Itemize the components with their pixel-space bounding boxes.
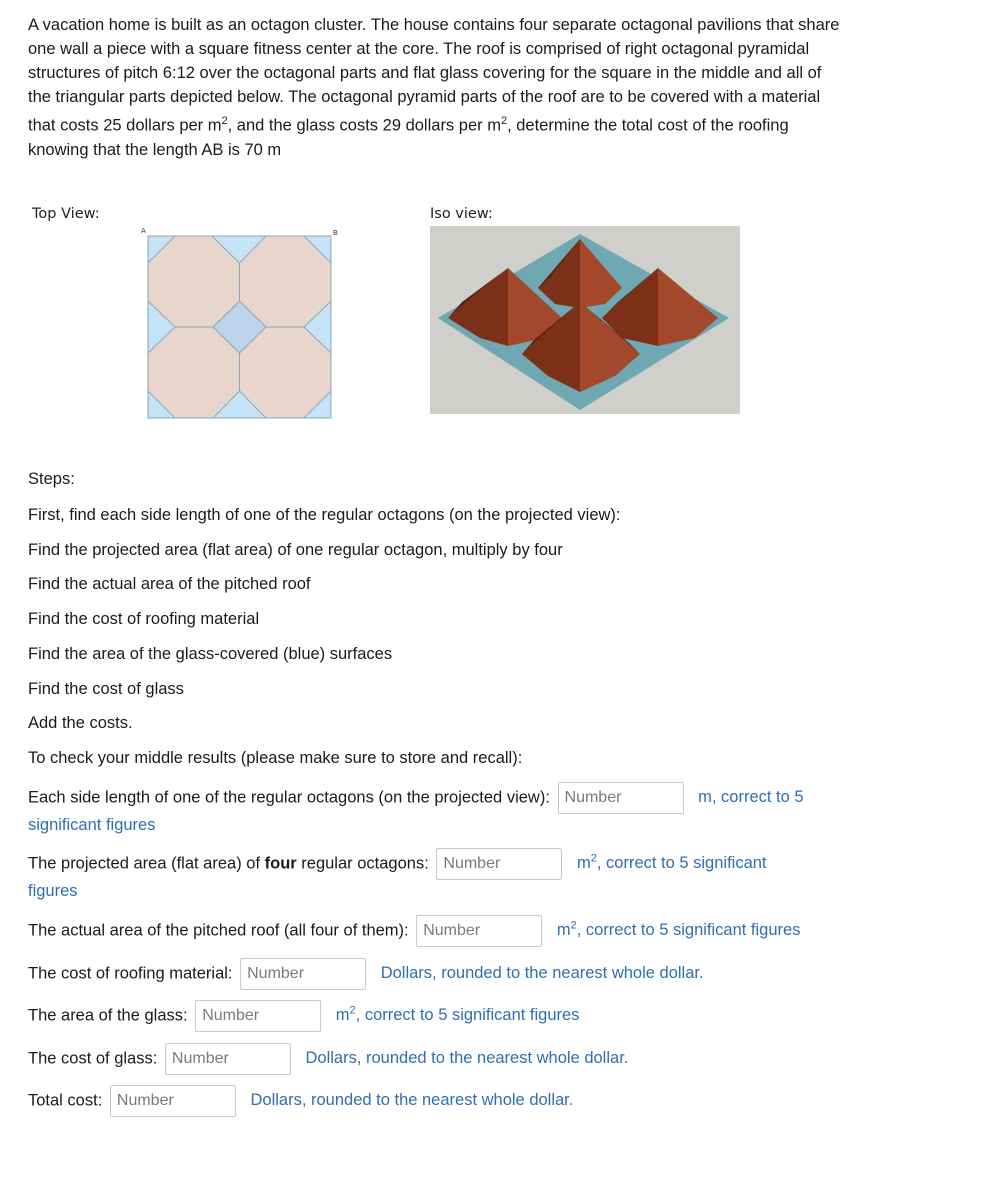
superscript-2: 2 xyxy=(500,115,508,127)
q2-label-bold: four xyxy=(264,854,297,873)
q3-label: The actual area of the pitched roof (all four of them): xyxy=(28,921,409,940)
actual-area-input[interactable] xyxy=(416,915,542,947)
q5-unit xyxy=(336,1006,580,1024)
question-side-length xyxy=(28,782,804,814)
octagon-top-right xyxy=(240,236,332,327)
side-length-input[interactable] xyxy=(558,782,684,814)
octagon-top-left xyxy=(148,236,240,327)
point-a-label: A xyxy=(141,227,146,235)
step-item: Find the actual area of the pitched roof xyxy=(28,575,311,593)
q5-label: The area of the glass: xyxy=(28,1006,188,1025)
q1-unit: m, correct to 5 xyxy=(698,788,804,807)
roofing-cost-input[interactable] xyxy=(240,958,366,990)
superscript-2: 2 xyxy=(570,919,577,932)
q1-label: Each side length of one of the regular octagons (on the projected view): xyxy=(28,788,550,807)
q3-unit-m: m xyxy=(556,921,571,940)
q6-unit: Dollars, rounded to the nearest whole dollar. xyxy=(305,1049,629,1068)
iso-view-label: Iso view: xyxy=(430,206,493,222)
check-intro: To check your middle results (please make sure to store and recall): xyxy=(28,749,523,767)
question-roofing-cost xyxy=(28,958,704,990)
problem-text-3: , determine the total cost of the roofing knowing that the length AB is 70 m xyxy=(28,116,789,159)
glass-cost-input[interactable] xyxy=(165,1043,291,1075)
superscript-2: 2 xyxy=(221,115,228,127)
q6-label: The cost of glass: xyxy=(28,1049,158,1068)
total-cost-input[interactable] xyxy=(110,1085,236,1117)
question-actual-area xyxy=(28,915,800,947)
superscript-2: 2 xyxy=(590,852,597,865)
iso-view-diagram xyxy=(430,226,740,414)
octagon-bottom-right xyxy=(240,327,332,418)
step-item: Find the cost of glass xyxy=(28,680,184,698)
step-item: First, find each side length of one of the regular octagons (on the projected view): xyxy=(28,506,621,524)
q5-unit-text: , correct to 5 significant figures xyxy=(355,1006,580,1025)
q3-unit xyxy=(557,921,801,939)
q2-unit-text: , correct to 5 significant xyxy=(596,854,767,873)
q7-unit: Dollars, rounded to the nearest whole dollar. xyxy=(250,1091,574,1110)
top-view-diagram xyxy=(140,226,340,421)
problem-statement xyxy=(28,13,848,162)
question-total-cost xyxy=(28,1085,573,1117)
q2-label-post: regular octagons: xyxy=(296,854,429,873)
superscript-2: 2 xyxy=(349,1004,356,1017)
q3-unit-text: , correct to 5 significant figures xyxy=(576,921,801,940)
question-glass-cost xyxy=(28,1043,628,1075)
q7-label: Total cost: xyxy=(28,1091,103,1110)
step-item: Find the cost of roofing material xyxy=(28,610,260,628)
step-item: Find the projected area (flat area) of one regular octagon, multiply by four xyxy=(28,541,563,559)
top-view-label: Top View: xyxy=(32,206,100,222)
steps-heading: Steps: xyxy=(28,470,75,488)
question-glass-area xyxy=(28,1000,579,1032)
octagon-bottom-left xyxy=(148,327,240,418)
q2-unit xyxy=(577,854,767,872)
point-b-label: B xyxy=(333,229,338,237)
problem-text-1: A vacation home is built as an octagon cluster. The house contains four separate octagonal pavilions that share one wall a piece with a square fitness center at the core. The roof is comprised of right octagonal pyramidal structures of pitch 6:12 over the octagonal parts and flat glass covering for the square in the middle and all of the triangular parts depicted below. The octagonal pyramid parts of the roof are to be covered with a material that costs 25 dollars per m xyxy=(28,16,840,135)
projected-area-input[interactable] xyxy=(436,848,562,880)
q2-unit-wrap: figures xyxy=(28,882,78,900)
step-item: Find the area of the glass-covered (blue) surfaces xyxy=(28,645,393,663)
question-projected-area xyxy=(28,848,767,880)
q4-unit: Dollars, rounded to the nearest whole dollar. xyxy=(380,964,704,983)
q4-label: The cost of roofing material: xyxy=(28,964,233,983)
q5-unit-m: m xyxy=(335,1006,350,1025)
q1-unit-wrap: significant figures xyxy=(28,816,156,834)
problem-text-2: , and the glass costs 29 dollars per m xyxy=(227,116,501,135)
glass-area-input[interactable] xyxy=(195,1000,321,1032)
q2-label-pre: The projected area (flat area) of xyxy=(28,854,265,873)
step-item: Add the costs. xyxy=(28,714,133,732)
q2-unit-m: m xyxy=(576,854,591,873)
